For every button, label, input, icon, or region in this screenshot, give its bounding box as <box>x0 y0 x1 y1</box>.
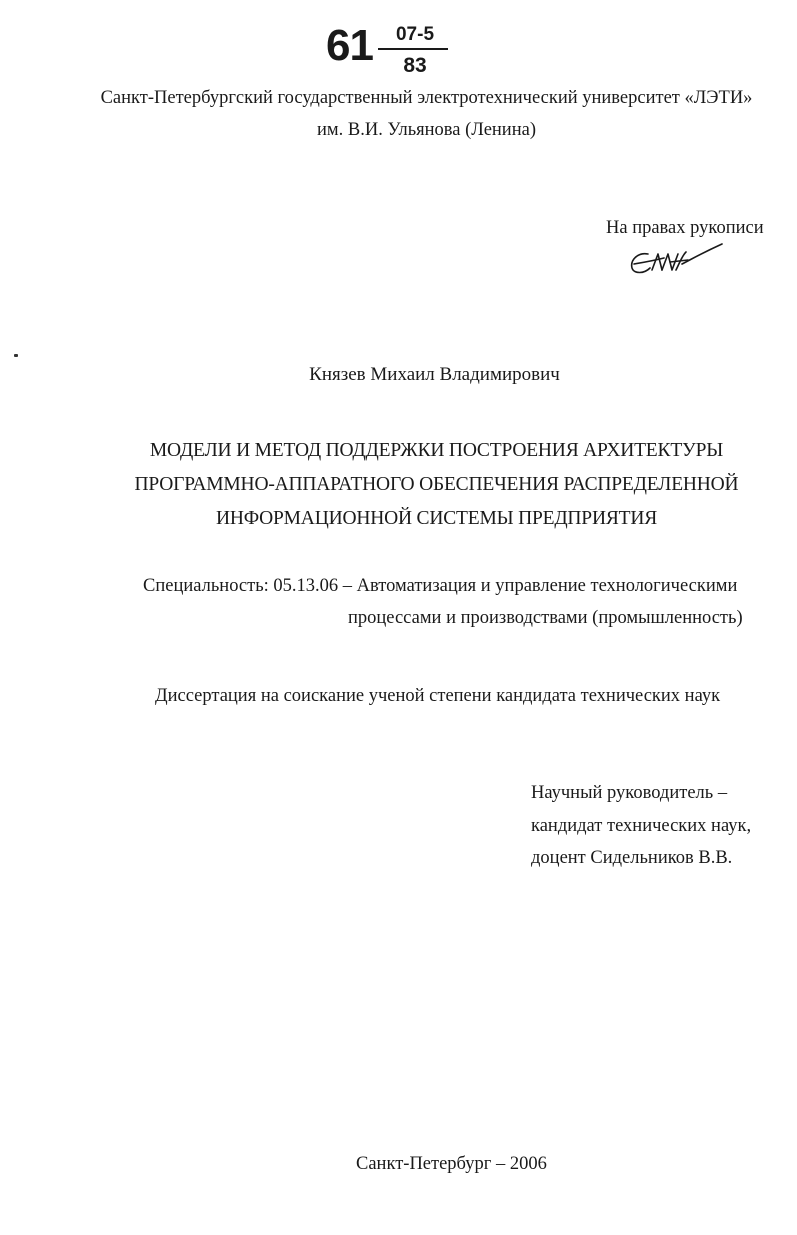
catalog-code-denominator: 83 <box>403 54 427 77</box>
supervisor-degree: кандидат технических наук, <box>531 816 752 836</box>
scan-speck <box>14 354 18 357</box>
author-name: Князев Михаил Владимирович <box>309 364 560 385</box>
handwritten-signature <box>626 240 724 280</box>
university-name-line1: Санкт-Петербургский государственный электротехнический университет «ЛЭТИ» <box>100 88 753 108</box>
specialty-line1: Специальность: 05.13.06 – Автоматизация и управление технологическими <box>143 576 738 596</box>
thesis-degree-statement: Диссертация на соискание ученой степени кандидата технических наук <box>155 686 721 706</box>
city-year: Санкт-Петербург – 2006 <box>356 1154 547 1174</box>
supervisor-name: доцент Сидельников В.В. <box>531 848 733 868</box>
supervisor-role: Научный руководитель – <box>531 783 728 803</box>
catalog-code-numerator: 07-5 <box>395 24 435 45</box>
dissertation-title-line2: ПРОГРАММНО-АППАРАТНОГО ОБЕСПЕЧЕНИЯ РАСПРЕДЕЛЕННОЙ <box>134 474 739 495</box>
university-name-line2: им. В.И. Ульянова (Ленина) <box>317 120 536 140</box>
dissertation-title-line1: МОДЕЛИ И МЕТОД ПОДДЕРЖКИ ПОСТРОЕНИЯ АРХИТЕКТУРЫ <box>149 440 724 461</box>
dissertation-title-line3: ИНФОРМАЦИОННОЙ СИСТЕМЫ ПРЕДПРИЯТИЯ <box>215 508 658 529</box>
rights-notice: На правах рукописи <box>606 218 764 238</box>
specialty-line2: процессами и производствами (промышленность) <box>348 608 743 628</box>
catalog-code-fraction-line <box>378 48 448 50</box>
catalog-code-main: 61 <box>326 21 373 70</box>
